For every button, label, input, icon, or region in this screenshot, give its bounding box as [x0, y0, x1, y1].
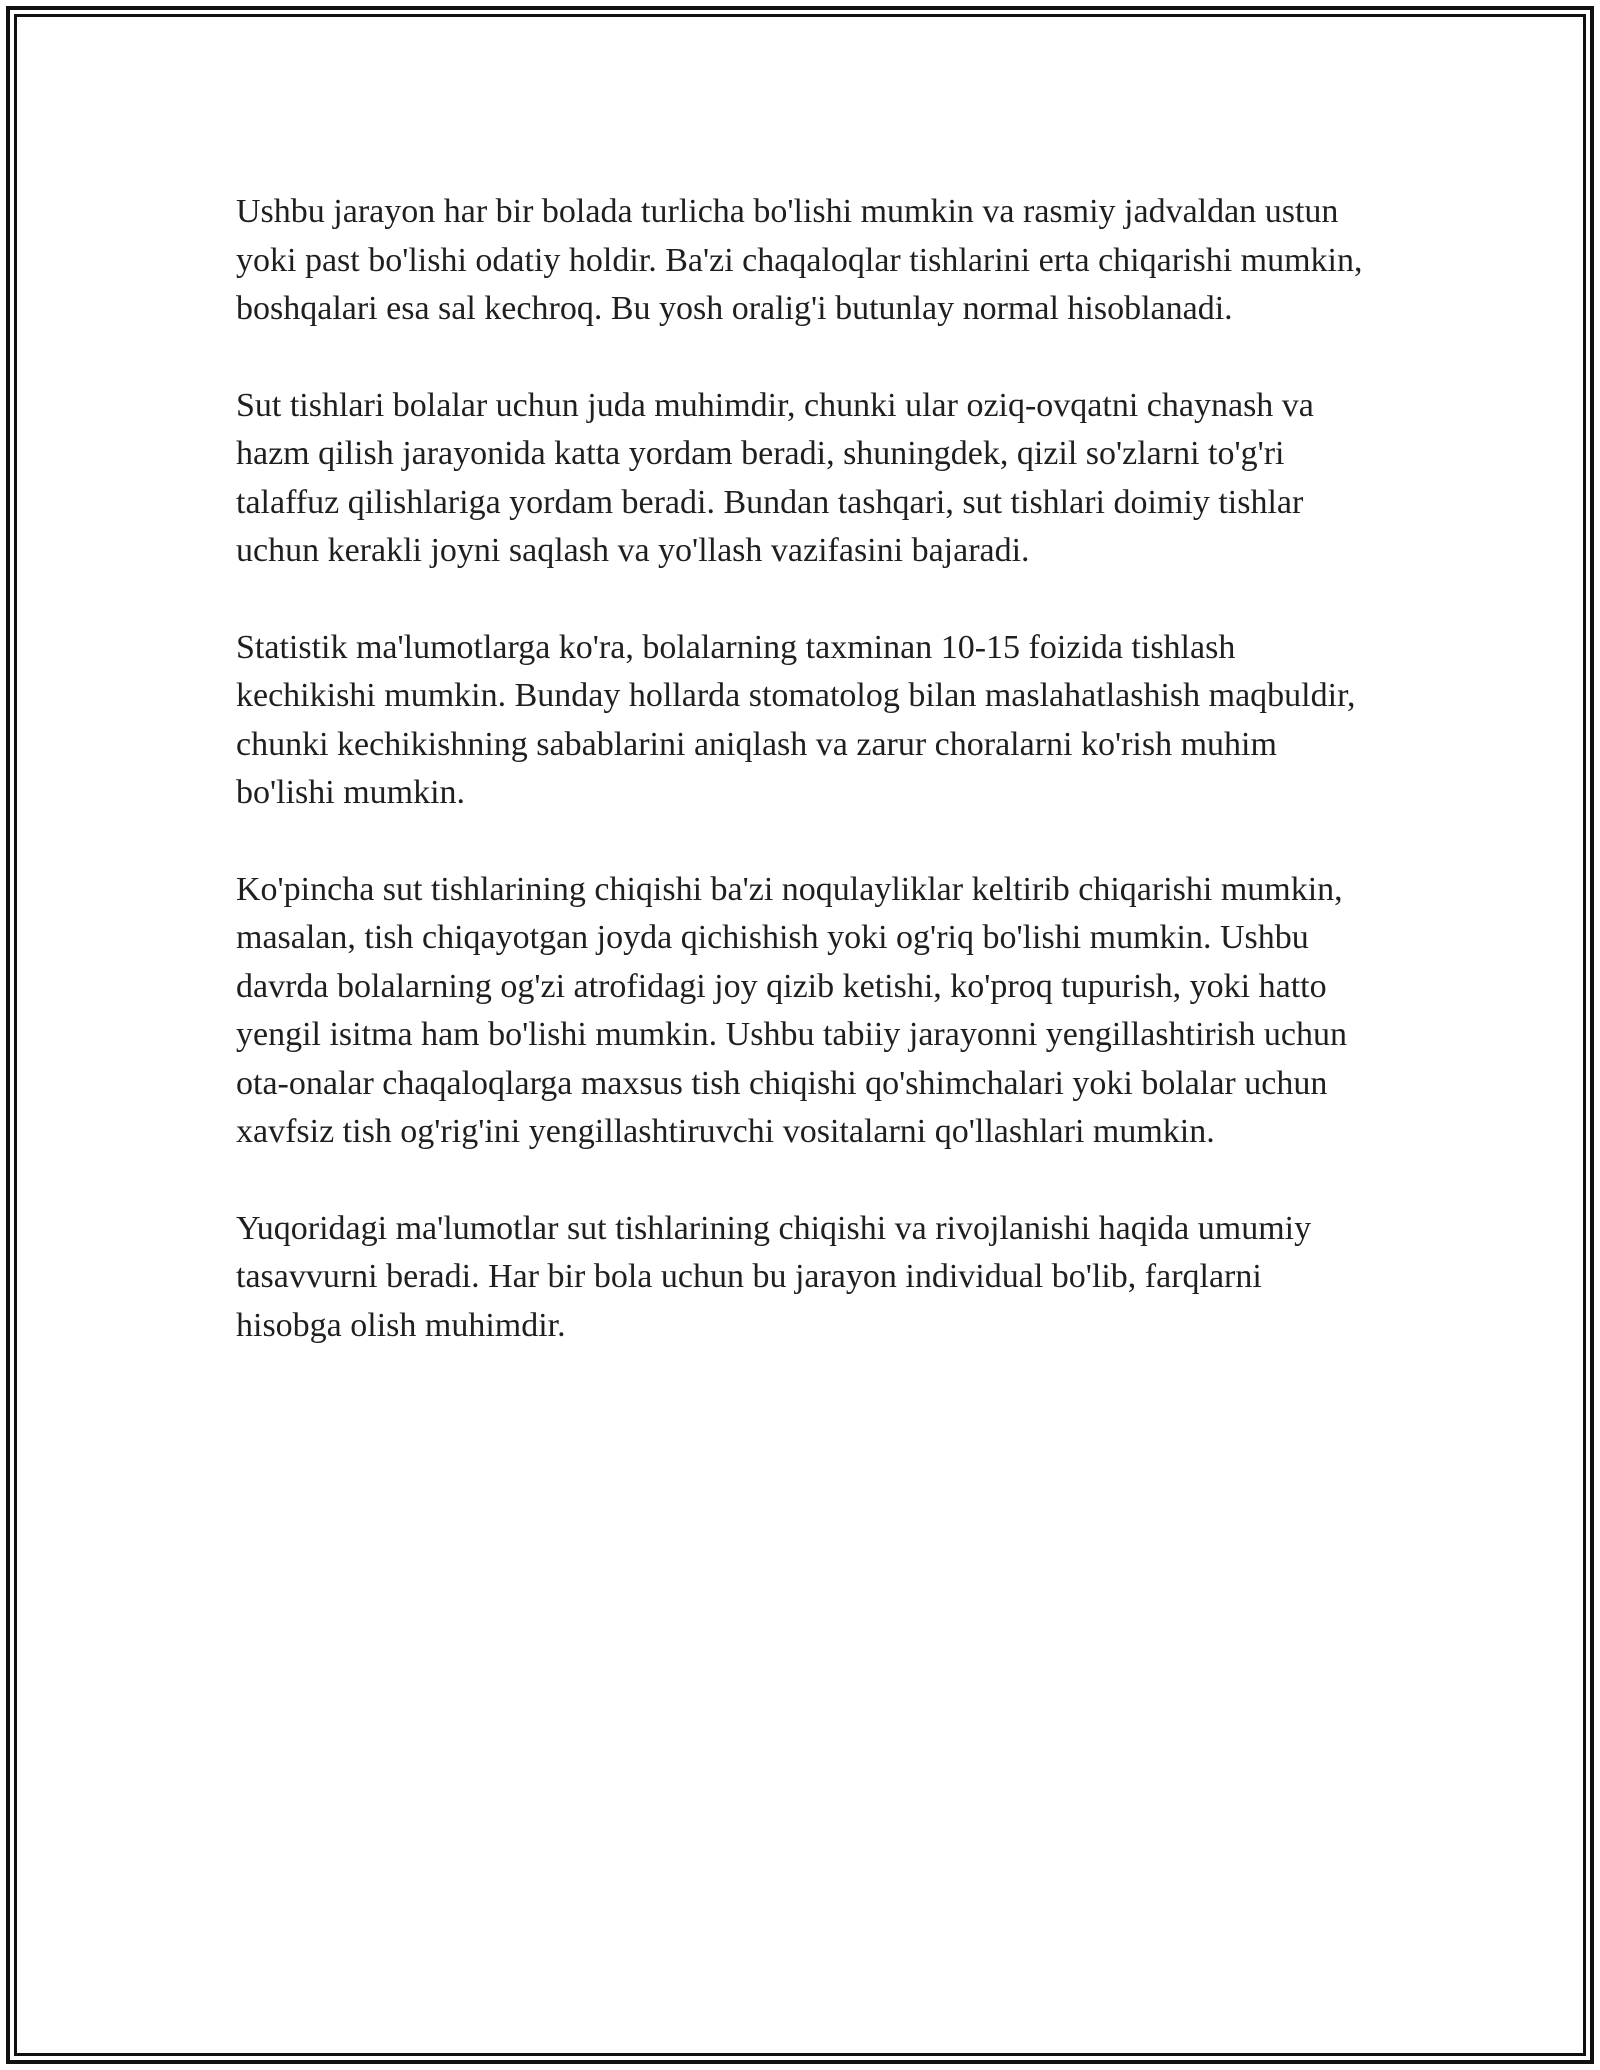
paragraph-5: Yuqoridagi ma'lumotlar sut tishlarining chiqishi va rivojlanishi haqida umumiy tasavvurni beradi. Har bir bola uchun bu jarayon individual bo'lib, farqlarni hisobga olish muhimdir.: [236, 1209, 1312, 1344]
paragraph-1: Ushbu jarayon har bir bolada turlicha bo'lishi mumkin va rasmiy jadvaldan ustun yoki past bo'lishi odatiy holdir. Ba'zi chaqaloqlar tishlarini erta chiqarishi mumkin, boshqalari esa sal kechroq. Bu yosh oralig'i butunlay normal hisoblanadi.: [236, 193, 1363, 327]
paragraph-3: Statistik ma'lumotlarga ko'ra, bolalarning taxminan 10-15 foizida tishlash kechikishi mumkin. Bunday hollarda stomatolog bilan maslahatlashish maqbuldir, chunki kechikishning sabablarini aniqlash va zarur choralarni ko'rish muhim bo'lishi mumkin.: [236, 628, 1356, 811]
paragraph-2: Sut tishlari bolalar uchun juda muhimdir, chunki ular oziq-ovqatni chaynash va hazm qilish jarayonida katta yordam beradi, shuningdek, qizil so'zlarni to'g'ri talaffuz qilishlariga yordam beradi. Bundan tashqari, sut tishlari doimiy tishlar uchun kerakli joyni saqlash va yo'llash vazifasini bajaradi.: [236, 386, 1314, 569]
paragraph-4: Ko'pincha sut tishlarining chiqishi ba'zi noqulayliklar keltirib chiqarishi mumkin, masalan, tish chiqayotgan joyda qichishish yoki og'riq bo'lishi mumkin. Ushbu davrda bolalarning og'zi atrofidagi joy qizib ketishi, ko'proq tupurish, yoki hatto yengil isitma ham bo'lishi mumkin. Ushbu tabiiy jarayonni yengillashtirish uchun ota-onalar chaqaloqlarga maxsus tish chiqishi qo'shimchalari yoki bolalar uchun xavfsiz tish og'rig'ini yengillashtiruvchi vositalarni qo'llashlari mumkin.: [236, 870, 1348, 1150]
document-body: [236, 188, 1376, 1398]
